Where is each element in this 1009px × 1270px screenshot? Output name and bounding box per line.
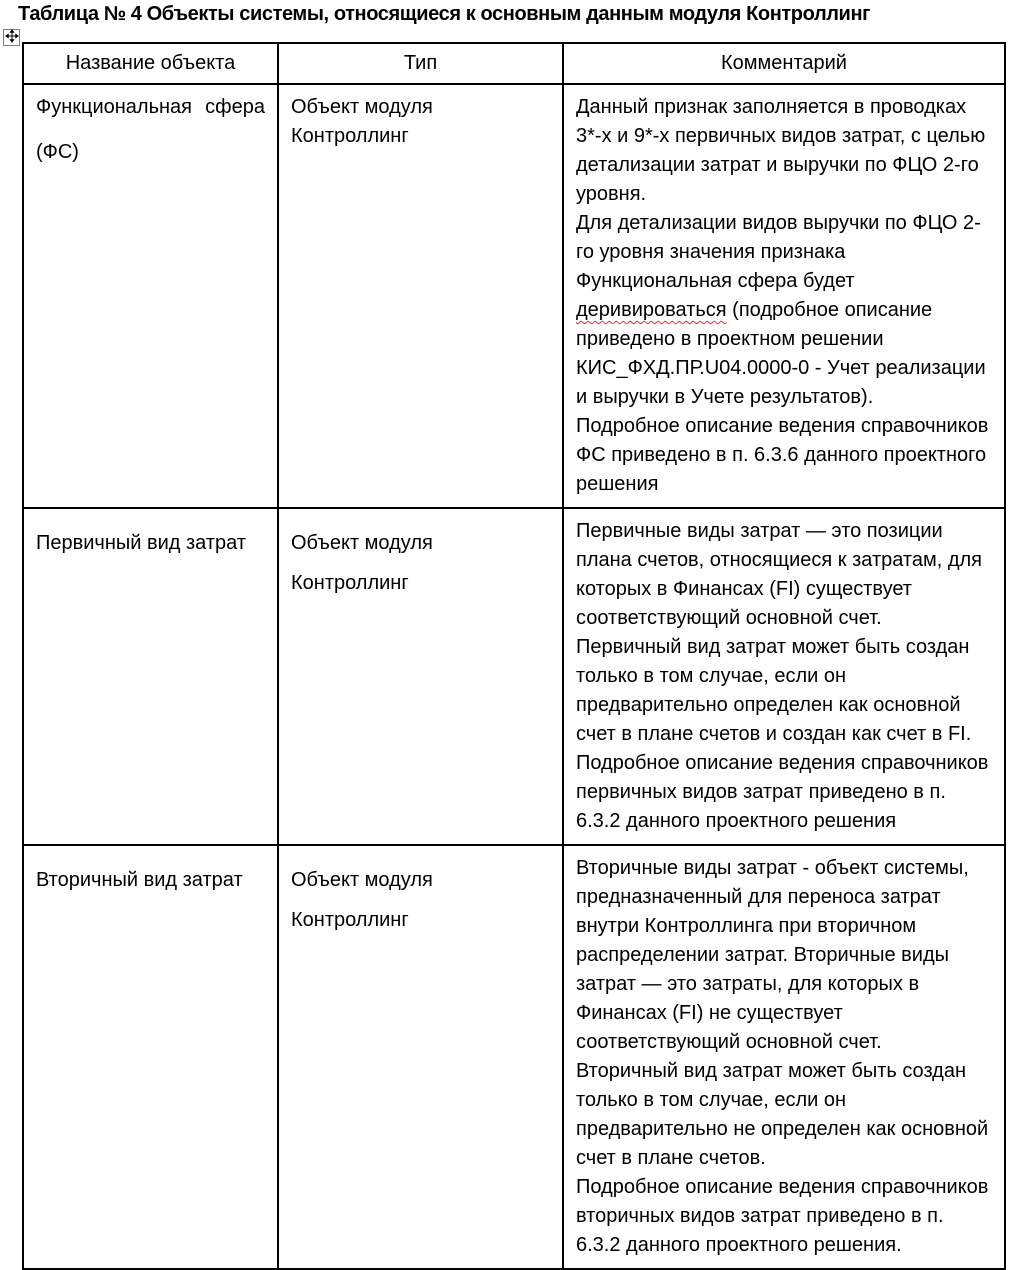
misspelled-word: деривироваться bbox=[576, 299, 727, 321]
comment-paragraph bbox=[576, 209, 992, 412]
comment-text: (подробное описание приведено в проектном решении КИС_ФХД.ПР.U04.0000-0 - Учет реализации и выручки в Учете результатов). bbox=[576, 299, 986, 408]
comment-paragraph: Вторичный вид затрат может быть создан только в том случае, если он предварительно не определен как основной счет в плане счетов. bbox=[576, 1060, 989, 1169]
table-row bbox=[23, 508, 1005, 845]
comment-cell[interactable] bbox=[563, 845, 1005, 1269]
system-objects-table bbox=[22, 42, 1006, 1270]
object-name-line: Вторичный вид затрат bbox=[36, 869, 243, 891]
object-name-cell[interactable] bbox=[23, 508, 278, 845]
header-cell-comment[interactable]: Комментарий bbox=[563, 43, 1005, 84]
object-type-line: Контроллинг bbox=[291, 909, 409, 931]
object-name-line: Первичный вид затрат bbox=[36, 532, 246, 554]
header-row bbox=[23, 43, 1005, 84]
comment-paragraph: Первичные виды затрат — это позиции плана счетов, относящиеся к затратам, для которых в Финансах (FI) существует соответствующий основной счет. bbox=[576, 520, 982, 629]
comment-paragraph: Вторичные виды затрат - объект системы, предназначенный для переноса затрат внутри Контроллинга при вторичном распределении затрат. Вторичные виды затрат — это затраты, для которых в Финансах (FI) не существует соответствующий основной счет. bbox=[576, 857, 969, 1053]
object-type-cell[interactable] bbox=[278, 508, 563, 845]
object-type-cell[interactable] bbox=[278, 845, 563, 1269]
object-type-line: Контроллинг bbox=[291, 125, 409, 147]
move-cross-icon bbox=[6, 29, 18, 47]
comment-text: Для детализации видов выручки по ФЦО 2-го уровня значения признака Функциональная сфера будет bbox=[576, 212, 981, 292]
comment-cell[interactable] bbox=[563, 508, 1005, 845]
object-name-cell[interactable] bbox=[23, 845, 278, 1269]
table-row bbox=[23, 845, 1005, 1269]
header-cell-object-name[interactable]: Название объекта bbox=[23, 43, 278, 84]
object-type-line: Контроллинг bbox=[291, 572, 409, 594]
object-type-line: Объект модуля bbox=[291, 869, 433, 891]
comment-paragraph: Первичный вид затрат может быть создан только в том случае, если он предварительно определен как основной счет в плане счетов и создан как счет в FI. Подробное описание ведения справочников первичных видов затрат приведено в п. 6.3.2 данного проектного решения bbox=[576, 636, 989, 832]
object-type-line: Объект модуля bbox=[291, 532, 433, 554]
comment-paragraph: Подробное описание ведения справочников ФС приведено в п. 6.3.6 данного проектного решения bbox=[576, 415, 989, 495]
object-type-cell[interactable] bbox=[278, 84, 563, 508]
object-type-line: Объект модуля bbox=[291, 96, 433, 118]
object-name-line: (ФС) bbox=[36, 141, 79, 163]
table-caption[interactable]: Таблица № 4 Объекты системы, относящиеся к основным данным модуля Контроллинг bbox=[18, 3, 871, 25]
comment-paragraph: Данный признак заполняется в проводках 3*-х и 9*-х первичных видов затрат, с целью детализации затрат и выручки по ФЦО 2-го уровня. bbox=[576, 96, 986, 205]
table-row bbox=[23, 84, 1005, 508]
object-name-line: Функциональная сфера bbox=[36, 96, 265, 118]
header-cell-type[interactable]: Тип bbox=[278, 43, 563, 84]
comment-paragraph: Подробное описание ведения справочников вторичных видов затрат приведено в п. 6.3.2 данного проектного решения. bbox=[576, 1176, 989, 1256]
comment-cell[interactable] bbox=[563, 84, 1005, 508]
table-move-handle[interactable] bbox=[3, 29, 20, 46]
object-name-cell[interactable] bbox=[23, 84, 278, 508]
